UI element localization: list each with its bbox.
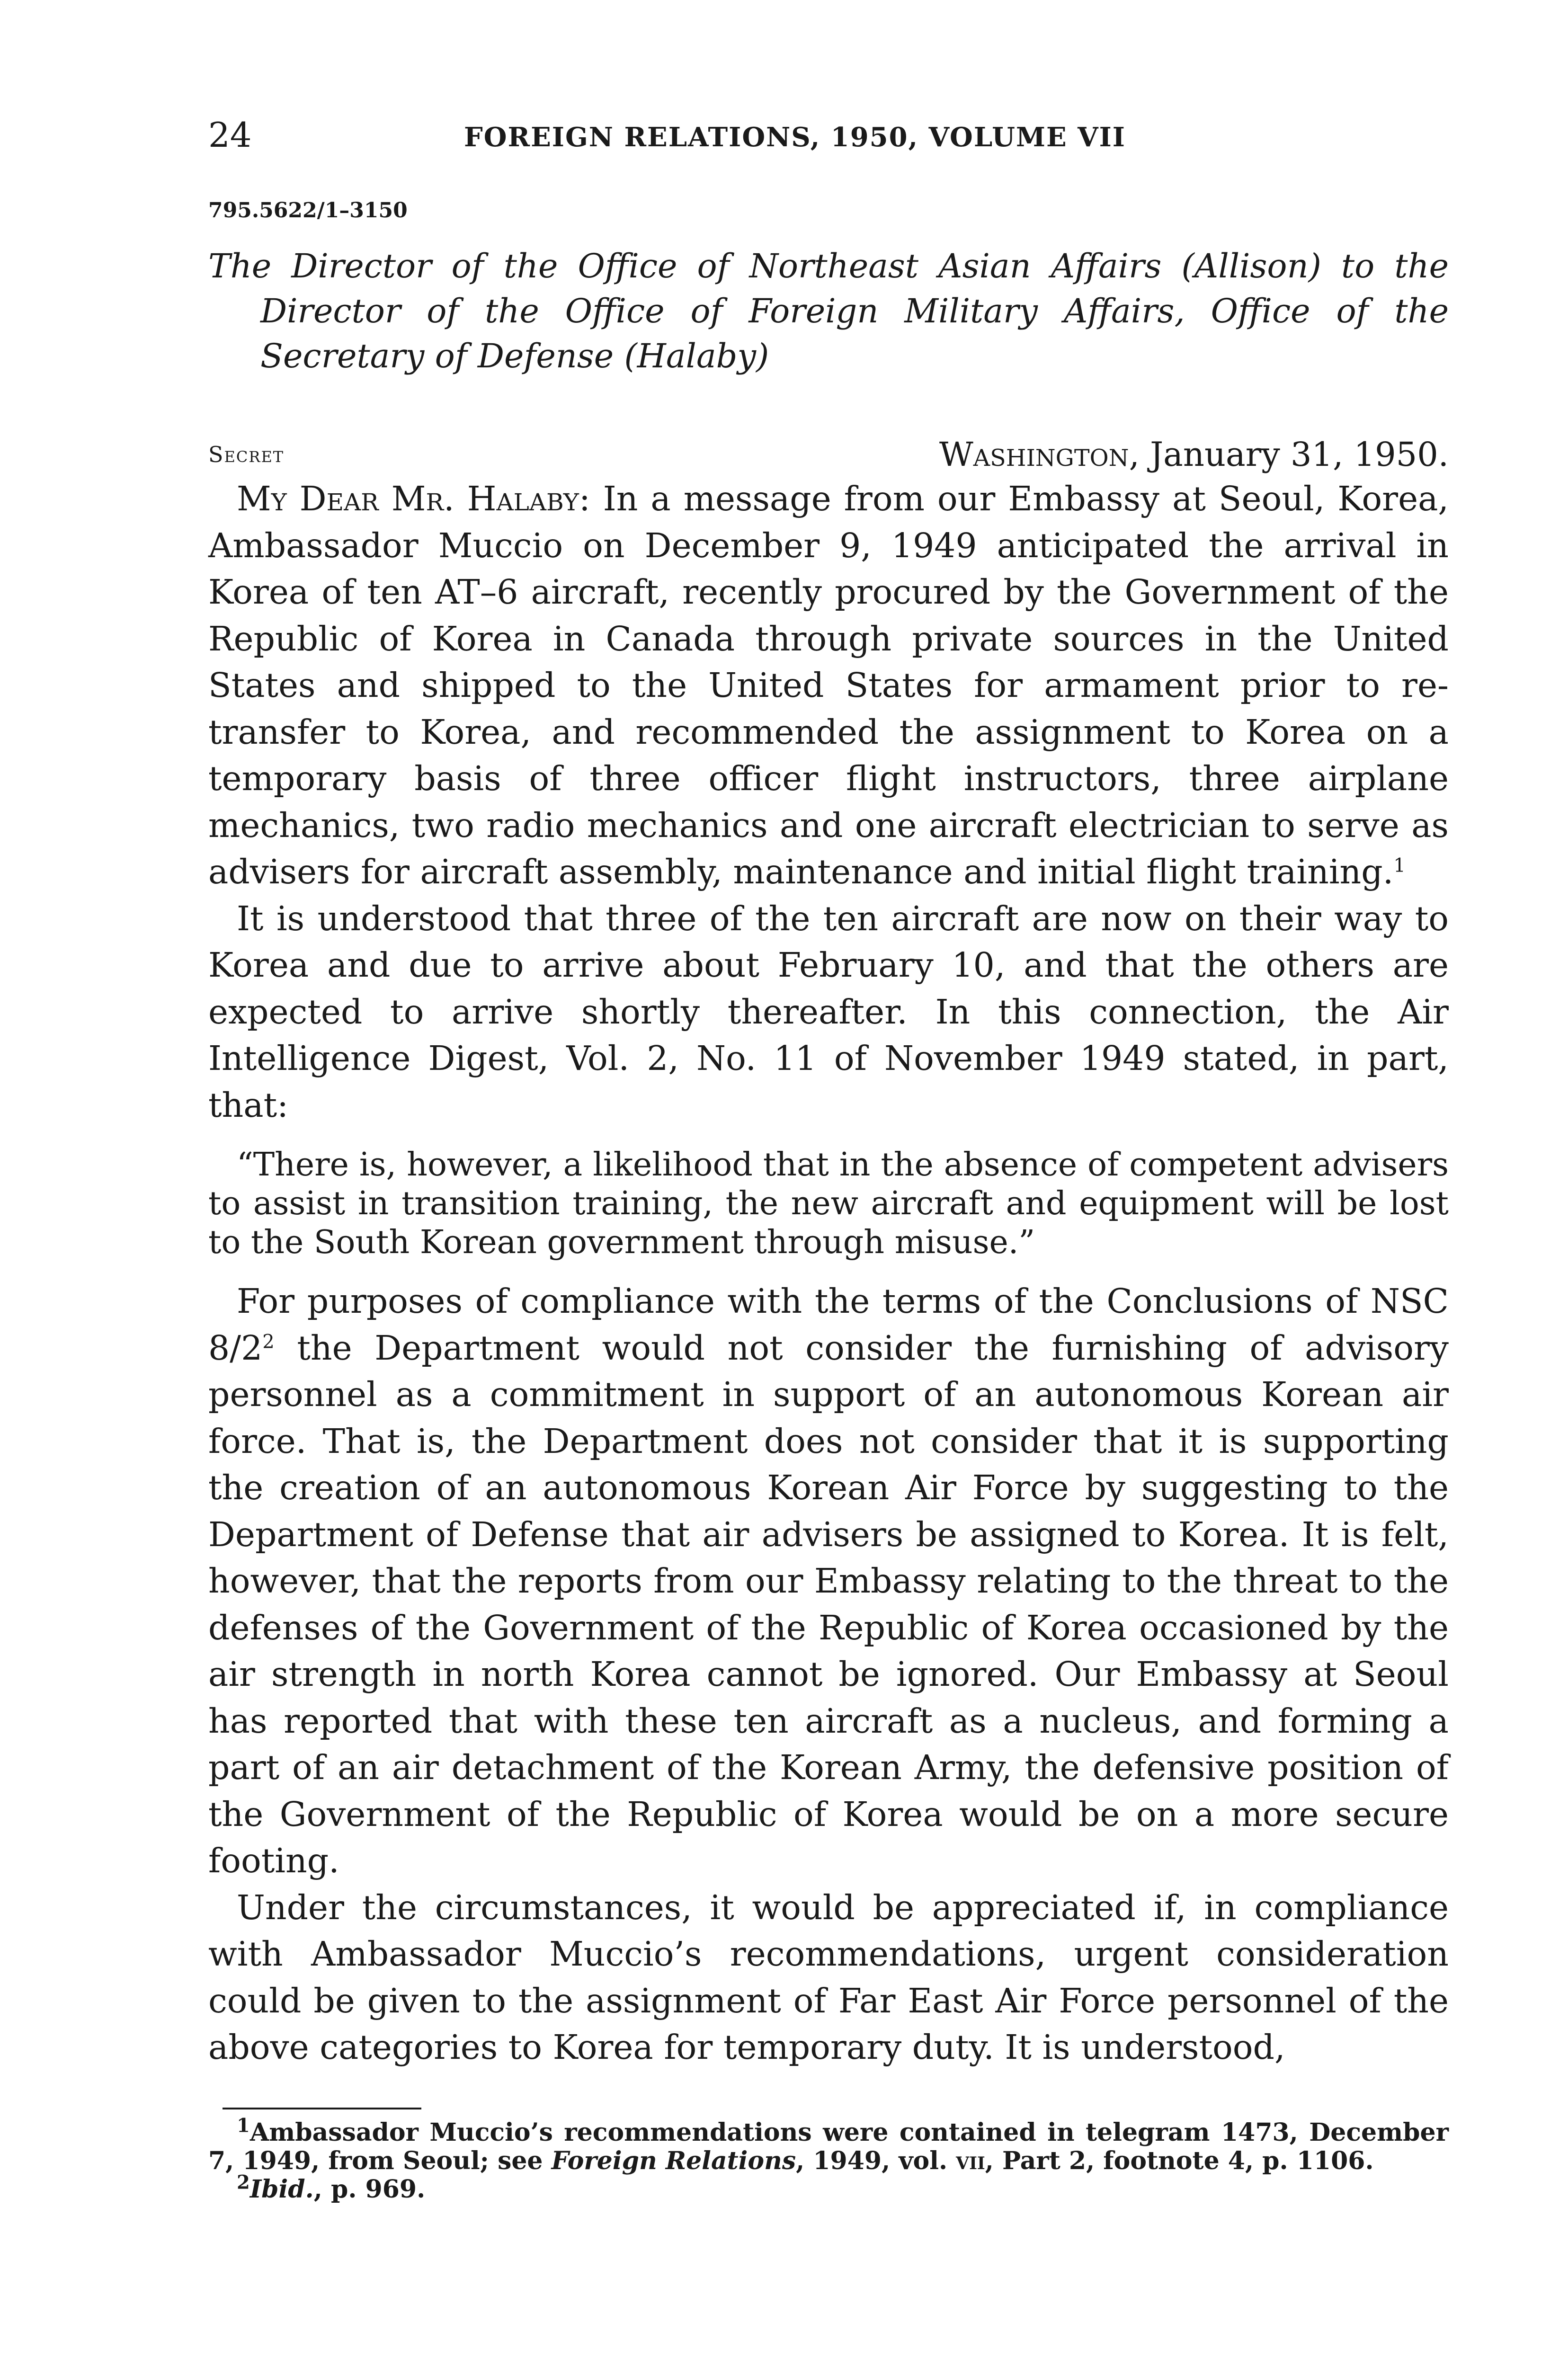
paragraph-3-text-b: the Department would not consider the furnishing of advisory personnel as a commitment in support of an autonomous Korean air force. That is, the Department does not consider that it is supporting the creation of an autonomous Korean Air Force by suggesting to the Department of Defense that air advisers be assigned to Korea. It is felt, however, that the reports from our Embassy relating to the threat to the defenses of the Government of the Republic of Korea occasioned by the air strength in north Korea cannot be ignored. Our Embassy at Seoul has reported that with these ten aircraft as a nucleus, and forming a part of an air detachment of the Korean Army, the defensive position of the Government of the Republic of Korea would be on a more secure footing. xyxy=(208,1328,1449,1880)
paragraph-1-text: : In a message from our Embassy at Seoul, Korea, Ambassador Muccio on December 9, 1949 anticipated the arrival in Korea of ten AT–6 aircraft, recently procured by the Government of the Republic of Korea in Canada through private sources in the United States and shipped to the United States for armament prior to re-transfer to Korea, and recommended the assignment to Korea on a temporary basis of three officer flight instructors, three airplane mechanics, two radio mechanics and one aircraft electrician to serve as advisers for aircraft assembly, maintenance and initial flight training. xyxy=(208,479,1449,891)
footnote-divider xyxy=(223,2108,421,2109)
footnote-2-source: Ibid. xyxy=(249,2175,314,2204)
footnote-ref-1: 1 xyxy=(1393,854,1406,877)
paragraph-1 xyxy=(208,476,1449,896)
block-quote: “There is, however, a likelihood that in the absence of competent advisers to assist in transition training, the new aircraft and equipment will be lost to the South Korean government through misuse.” xyxy=(208,1146,1449,1261)
footnote-2-marker: 2 xyxy=(237,2171,250,2194)
footnote-2-text: , p. 969. xyxy=(313,2175,426,2204)
letter-body xyxy=(208,476,1449,2071)
footnote-2 xyxy=(208,2171,1449,2204)
paragraph-2: It is understood that three of the ten aircraft are now on their way to Korea and due to arrive about February 10, and that the others are expected to arrive shortly thereafter. In this connection, the Air Intelligence Digest, Vol. 2, No. 11 of November 1949 stated, in part, that: xyxy=(208,899,1449,1125)
document-title: The Director of the Office of Northeast Asian Affairs (Allison) to the Director of the Office of Foreign Military Affairs, Office of the Secretary of Defense (Halaby) xyxy=(208,247,1449,375)
page-header xyxy=(208,114,1449,156)
footnote-1-text-a: Ambassador Muccio’s recommendations were contained in telegram 1473, December 7, 1949, from Seoul; see xyxy=(208,2118,1449,2175)
salutation: My Dear Mr. Halaby xyxy=(237,479,579,518)
paragraph-3 xyxy=(208,1278,1449,1885)
footnote-1-marker: 1 xyxy=(237,2114,250,2137)
footnote-1-volume: vii xyxy=(956,2146,985,2175)
page-number: 24 xyxy=(208,115,252,155)
footnote-1-text-c: , Part 2, footnote 4, p. 1106. xyxy=(985,2146,1374,2175)
paragraph-4: Under the circumstances, it would be appreciated if, in compliance with Ambassador Muccio’s recommendations, urgent consideration could be given to the assignment of Far East Air Force personnel of the above categories to Korea for temporary duty. It is understood, xyxy=(208,1887,1449,2067)
footnote-1 xyxy=(208,2114,1449,2175)
document-page xyxy=(208,0,1449,2367)
footnote-1-source: Foreign Relations xyxy=(551,2146,796,2175)
date: , January 31, 1950. xyxy=(1129,435,1449,474)
paragraph-3-text-a: For purposes of compliance with the terms of the Conclusions of NSC 8/2 xyxy=(208,1281,1449,1368)
footnotes xyxy=(208,2114,1449,2204)
running-head: FOREIGN RELATIONS, 1950, VOLUME VII xyxy=(464,122,1126,153)
place-and-date xyxy=(939,433,1449,476)
file-number: 795.5622/1–3150 xyxy=(208,198,408,222)
footnote-1-text-b: , 1949, vol. xyxy=(796,2146,956,2175)
classification-marking: Secret xyxy=(208,442,285,467)
place: Washington xyxy=(939,435,1129,474)
footnote-ref-2: 2 xyxy=(262,1330,275,1353)
